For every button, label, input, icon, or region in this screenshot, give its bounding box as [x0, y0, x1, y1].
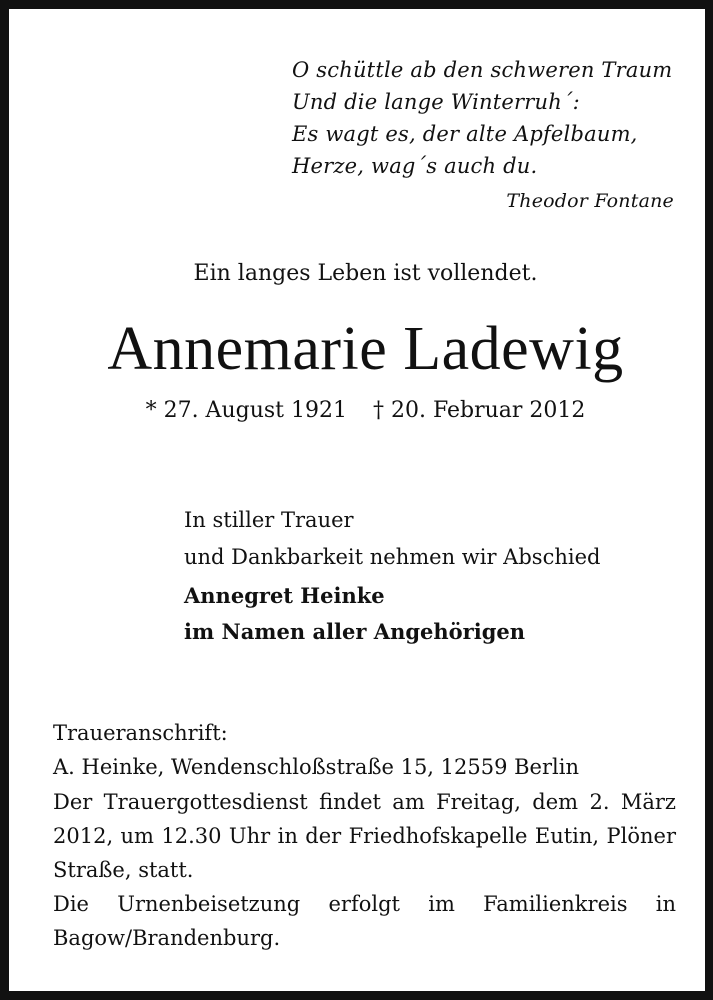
intro-text: Ein langes Leben ist vollendet.	[193, 261, 538, 286]
poem-author: Theodor Fontane	[506, 190, 674, 212]
death-date: † 20. Februar 2012	[372, 398, 586, 423]
burial-info: Die Urnenbeisetzung erfolgt im Familienkreis in Bagow/Brandenburg.	[53, 892, 676, 950]
life-dates	[9, 395, 713, 427]
poem-block	[292, 54, 677, 216]
address-block	[53, 716, 676, 955]
poem-line: O schüttle ab den schweren Traum	[292, 58, 673, 82]
birth-date: * 27. August 1921	[145, 398, 347, 423]
poem-line: Herze, wag´s auch du.	[292, 154, 538, 178]
poem-line: Und die lange Winterruh´:	[292, 90, 580, 114]
signer-note: im Namen aller Angehörigen	[184, 619, 526, 644]
signer-name: Annegret Heinke	[184, 583, 385, 608]
mourning-line: In stiller Trauer	[184, 508, 354, 532]
address-value: A. Heinke, Wendenschloßstraße 15, 12559 Berlin	[53, 755, 579, 779]
service-info: Der Trauergottesdienst findet am Freitag, dem 2. März 2012, um 12.30 Uhr in der Friedhofskapelle Eutin, Plöner Straße, statt.	[53, 790, 676, 882]
poem-line: Es wagt es, der alte Apfelbaum,	[292, 122, 638, 146]
mourning-line: und Dankbarkeit nehmen wir Abschied	[184, 545, 601, 569]
mourning-block	[184, 502, 684, 650]
address-label: Traueranschrift:	[53, 721, 228, 745]
deceased-name: Annemarie Ladewig	[107, 315, 624, 383]
